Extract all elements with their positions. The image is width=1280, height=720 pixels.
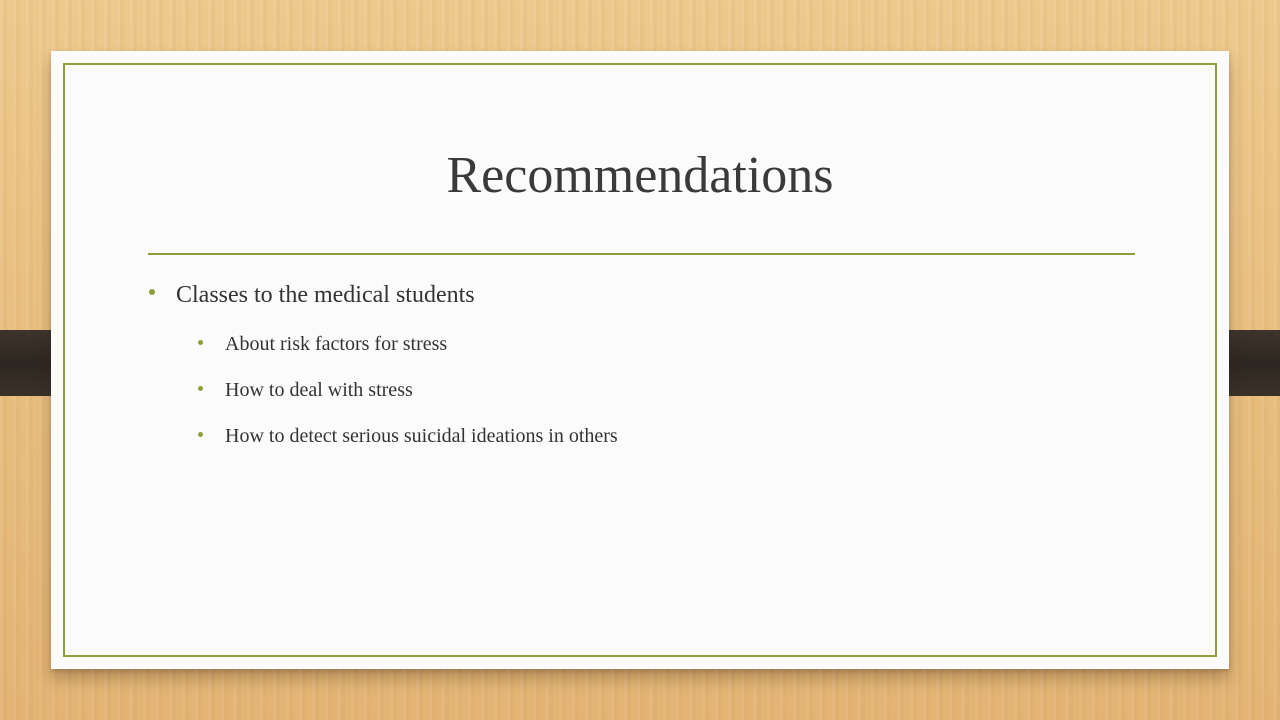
sub-bullet-item	[225, 376, 413, 404]
sub-bullet-text: How to detect serious suicidal ideations in others	[225, 425, 618, 447]
sub-bullet-item	[225, 422, 618, 450]
bullet-item	[176, 279, 475, 311]
bullet-text: Classes to the medical students	[176, 282, 475, 308]
sub-bullet-text: About risk factors for stress	[225, 333, 448, 355]
sub-bullet-text: How to deal with stress	[225, 379, 413, 401]
bullet-dot-icon	[149, 289, 155, 295]
bullet-dot-icon	[198, 386, 203, 391]
slide-title: Recommendations	[446, 147, 834, 204]
slide	[51, 51, 1229, 669]
bullet-dot-icon	[198, 340, 203, 345]
bullet-dot-icon	[198, 432, 203, 437]
sub-bullet-item	[225, 330, 447, 358]
bullet-list	[51, 51, 1229, 669]
